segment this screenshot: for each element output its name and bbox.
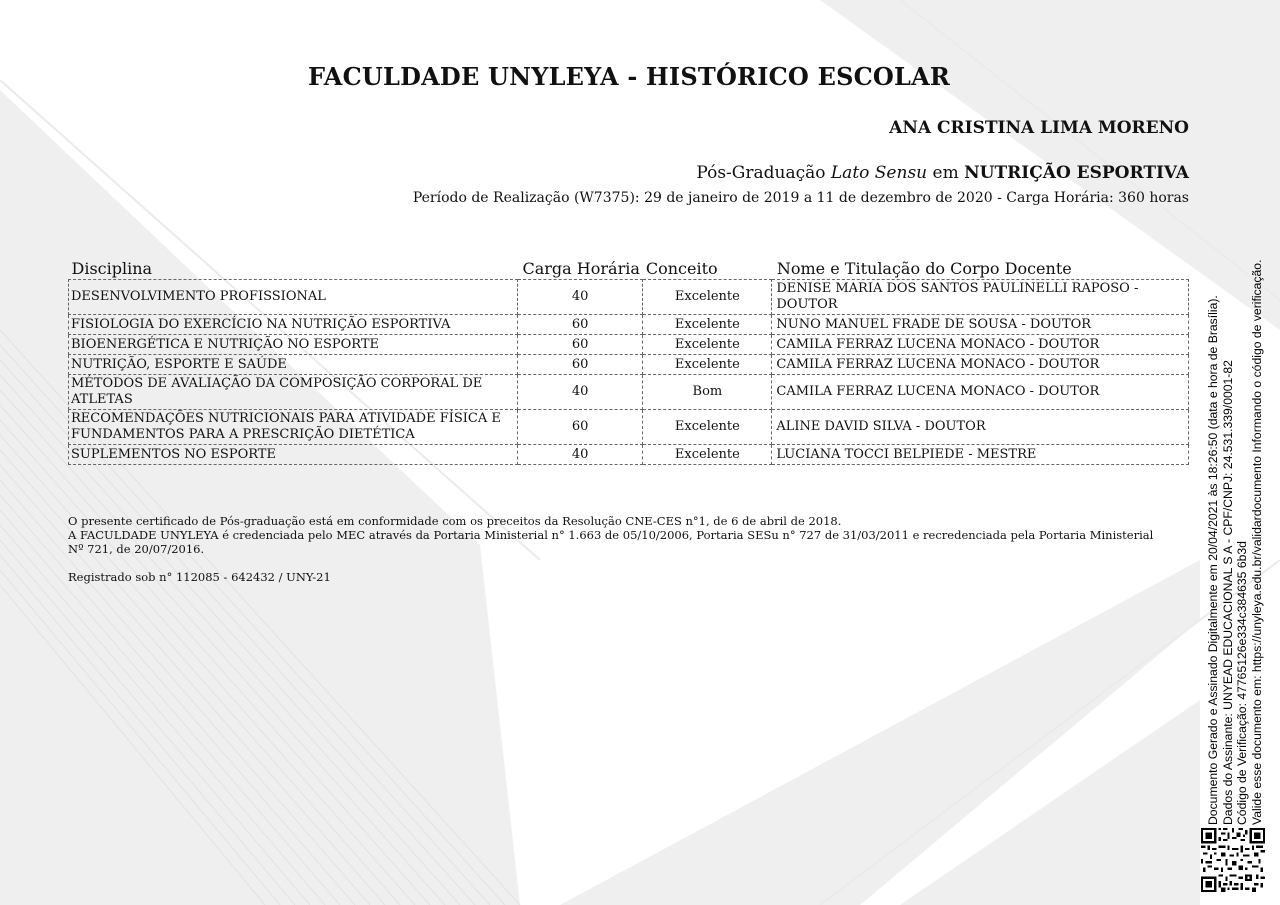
cell-hours: 60 (518, 410, 643, 445)
cell-faculty: NUNO MANUEL FRADE DE SOUSA - DOUTOR (772, 315, 1189, 335)
cell-hours: 60 (518, 315, 643, 335)
table-row (69, 315, 1189, 335)
course-connector: em (932, 163, 959, 183)
cell-grade: Excelente (643, 315, 772, 335)
cell-hours: 40 (518, 445, 643, 465)
cell-grade: Excelente (643, 445, 772, 465)
table-row (69, 410, 1189, 445)
student-name: ANA CRISTINA LIMA MORENO (889, 118, 1189, 138)
cell-discipline: NUTRIÇÃO, ESPORTE E SAÚDE (69, 355, 518, 375)
cell-hours: 60 (518, 335, 643, 355)
qr-code-icon (1201, 828, 1265, 892)
table-row (69, 445, 1189, 465)
cell-discipline: FISIOLOGIA DO EXERCÍCIO NA NUTRIÇÃO ESPORTIVA (69, 315, 518, 335)
document-title: FACULDADE UNYLEYA - HISTÓRICO ESCOLAR (307, 62, 951, 91)
course-modality: Lato Sensu (830, 163, 928, 183)
legal-notes (68, 514, 1158, 556)
cell-discipline: MÉTODOS DE AVALIAÇÃO DA COMPOSIÇÃO CORPORAL DE ATLETAS (69, 375, 518, 410)
note-accreditation: A FACULDADE UNYLEYA é credenciada pelo MEC através da Portaria Ministerial n° 1.663 de 05/10/2006, Portaria SESu n° 727 de 31/03/2011 e recredenciada pela Portaria Ministerial Nº 721, de 20/07/2016. (68, 528, 1154, 556)
cell-faculty: CAMILA FERRAZ LUCENA MONACO - DOUTOR (772, 355, 1189, 375)
header-hours: Carga Horária (522, 258, 640, 278)
course-line (696, 163, 1189, 183)
cell-faculty: LUCIANA TOCCI BELPIEDE - MESTRE (772, 445, 1189, 465)
signature-verification-code: Código de Verificação: 47765126e334c384635 6b3d (1235, 541, 1249, 825)
cell-grade: Excelente (643, 335, 772, 355)
header-grade: Conceito (645, 258, 718, 278)
table-header-row (69, 256, 1189, 280)
course-name: NUTRIÇÃO ESPORTIVA (964, 163, 1189, 183)
cell-faculty: CAMILA FERRAZ LUCENA MONACO - DOUTOR (772, 375, 1189, 410)
cell-faculty: DENISE MARIA DOS SANTOS PAULINELLI RAPOSO - DOUTOR (772, 280, 1189, 315)
cell-discipline: RECOMENDAÇÕES NUTRICIONAIS PARA ATIVIDADE FÍSICA E FUNDAMENTOS PARA A PRESCRIÇÃO DIETÉTICA (69, 410, 518, 445)
cell-discipline: DESENVOLVIMENTO PROFISSIONAL (69, 280, 518, 315)
cell-hours: 60 (518, 355, 643, 375)
cell-hours: 40 (518, 280, 643, 315)
table-row (69, 375, 1189, 410)
note-resolution: O presente certificado de Pós-graduação está em conformidade com os preceitos da Resolução CNE-CES n°1, de 6 de abril de 2018. (68, 514, 842, 528)
course-prefix: Pós-Graduação (696, 163, 826, 183)
cell-grade: Excelente (643, 410, 772, 445)
period-line: Período de Realização (W7375): 29 de janeiro de 2019 a 11 de dezembro de 2020 - Carga Horária: 360 horas (412, 190, 1189, 206)
cell-grade: Bom (643, 375, 772, 410)
digital-signature-block (1200, 240, 1270, 825)
header-discipline: Disciplina (71, 258, 153, 278)
cell-hours: 40 (518, 375, 643, 410)
grades-table (68, 256, 1189, 465)
cell-faculty: ALINE DAVID SILVA - DOUTOR (772, 410, 1189, 445)
cell-grade: Excelente (643, 280, 772, 315)
cell-grade: Excelente (643, 355, 772, 375)
signature-validate-url: Valide esse documento em: https://unyleya.edu.br/validardocumento Informando o código de verificação. (1249, 259, 1264, 825)
registry-number: Registrado sob n° 112085 - 642432 / UNY-21 (68, 570, 331, 584)
cell-faculty: CAMILA FERRAZ LUCENA MONACO - DOUTOR (772, 335, 1189, 355)
cell-discipline: BIOENERGÉTICA E NUTRIÇÃO NO ESPORTE (69, 335, 518, 355)
signature-signer: Dados do Assinante: UNYEAD EDUCACIONAL S A - CPF/CNPJ: 24.531.339/0001-82 (1220, 360, 1235, 825)
table-row (69, 355, 1189, 375)
signature-generated: Documento Gerado e Assinado Digitalmente em 20/04/2021 às 18:26:50 (data e hora de Brasília). (1206, 295, 1220, 825)
cell-discipline: SUPLEMENTOS NO ESPORTE (69, 445, 518, 465)
header-faculty: Nome e Titulação do Corpo Docente (776, 258, 1072, 278)
table-row (69, 280, 1189, 315)
table-row (69, 335, 1189, 355)
